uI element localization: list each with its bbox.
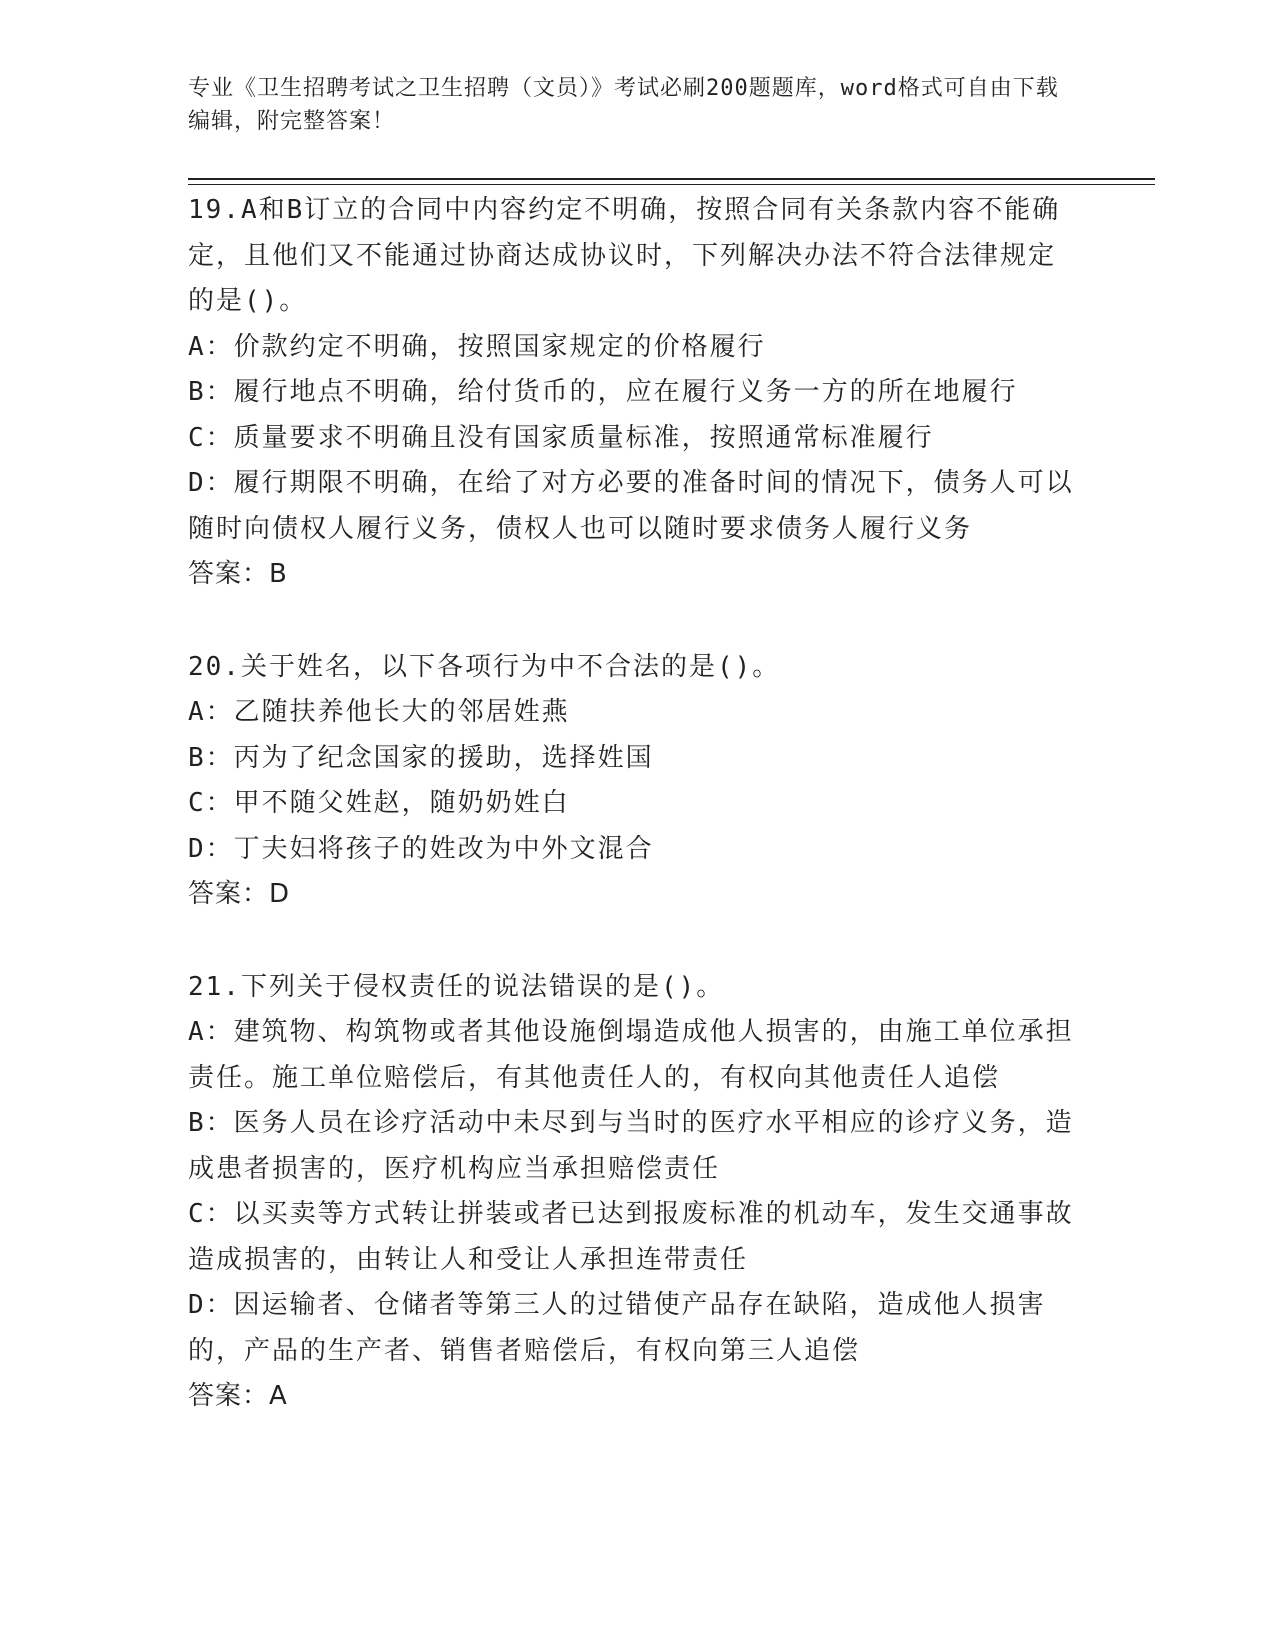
option-d: D：履行期限不明确，在给了对方必要的准备时间的情况下，债务人可以随时向债权人履行义务，债权人也可以随时要求债务人履行义务 xyxy=(188,468,1074,544)
question-21 xyxy=(188,965,1078,1420)
answer-label: 答案：B xyxy=(188,559,288,589)
question-stem: 20.关于姓名，以下各项行为中不合法的是()。 xyxy=(188,651,781,682)
option-a: A：价款约定不明确，按照国家规定的价格履行 xyxy=(188,331,766,362)
option-b: B：履行地点不明确，给付货币的，应在履行义务一方的所在地履行 xyxy=(188,377,1018,407)
option-c: C：质量要求不明确且没有国家质量标准，按照通常标准履行 xyxy=(188,422,934,453)
question-list xyxy=(188,188,1078,1420)
option-d: D：丁夫妇将孩子的姓改为中外文混合 xyxy=(188,833,654,864)
question-19 xyxy=(188,188,1078,598)
answer-label: 答案：A xyxy=(188,1381,288,1411)
option-a: A：建筑物、构筑物或者其他设施倒塌造成他人损害的，由施工单位承担责任。施工单位赔偿后，有其他责任人的，有权向其他责任人追偿 xyxy=(188,1017,1074,1093)
option-b: B：医务人员在诊疗活动中未尽到与当时的医疗水平相应的诊疗义务，造成患者损害的，医疗机构应当承担赔偿责任 xyxy=(188,1108,1074,1184)
document-header: 专业《卫生招聘考试之卫生招聘（文员）》考试必刷200题题库，word格式可自由下载编辑，附完整答案！ xyxy=(188,76,1059,134)
header-divider-thin xyxy=(188,184,1155,185)
answer-label: 答案：D xyxy=(188,879,291,909)
option-c: C：以买卖等方式转让拼装或者已达到报废标准的机动车，发生交通事故造成损害的，由转让人和受让人承担连带责任 xyxy=(188,1199,1074,1275)
option-c: C：甲不随父姓赵，随奶奶姓白 xyxy=(188,788,570,818)
question-stem: 19.A和B订立的合同中内容约定不明确，按照合同有关条款内容不能确定，且他们又不能通过协商达成协议时，下列解决办法不符合法律规定的是()。 xyxy=(188,195,1061,316)
question-20 xyxy=(188,645,1078,918)
option-b: B：丙为了纪念国家的援助，选择姓国 xyxy=(188,742,654,773)
header-divider-thick xyxy=(188,178,1155,180)
option-a: A：乙随扶养他长大的邻居姓燕 xyxy=(188,697,570,727)
option-d: D：因运输者、仓储者等第三人的过错使产品存在缺陷，造成他人损害的，产品的生产者、销售者赔偿后，有权向第三人追偿 xyxy=(188,1290,1046,1366)
question-stem: 21.下列关于侵权责任的说法错误的是()。 xyxy=(188,971,725,1002)
